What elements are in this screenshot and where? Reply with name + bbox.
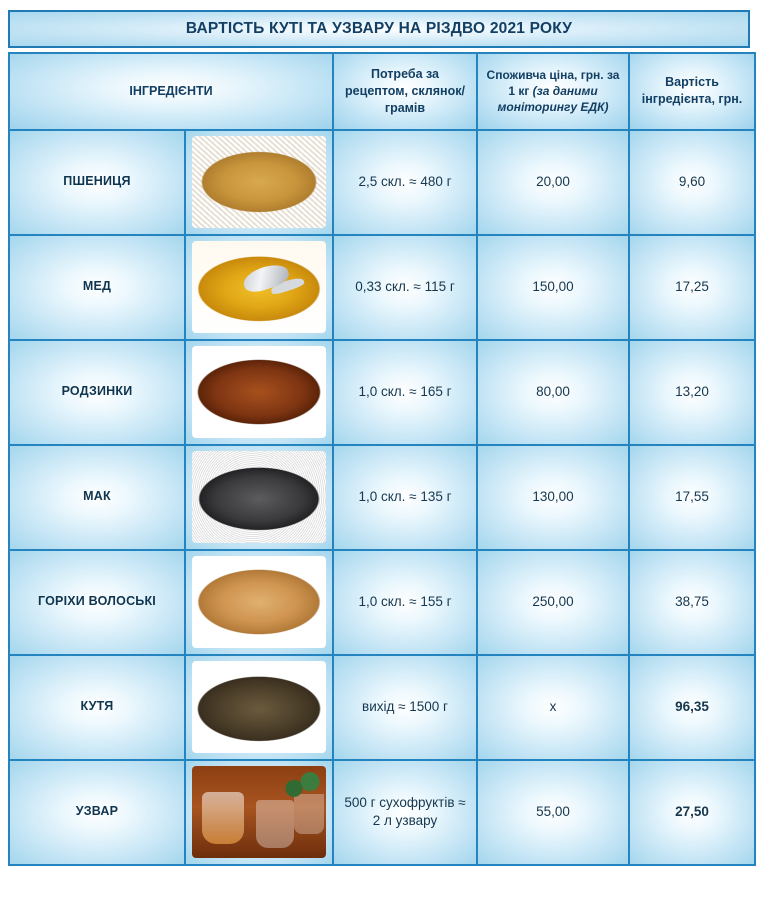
table-row [9,340,755,445]
need-cell [333,760,477,865]
photo-wrapper [186,556,332,648]
need-value: 1,0 скл. ≈ 135 г [358,489,452,505]
need-value: 1,0 скл. ≈ 165 г [358,384,452,400]
raisins-photo [192,346,326,438]
photo-wrapper [186,241,332,333]
photo-wrapper [186,766,332,858]
column-header-cost-label: Вартість інгредієнта, грн. [641,75,743,107]
ingredient-name: КУТЯ [80,699,114,714]
need-value: 500 г сухофруктів ≈ 2 л узвару [344,794,466,829]
need-value: 2,5 скл. ≈ 480 г [358,174,452,190]
price-cell [477,655,629,760]
column-header-price-line2: за 1 кг [508,68,620,99]
honey-photo [192,241,326,333]
ingredient-photo-cell [185,655,333,760]
ingredient-name-cell [9,445,185,550]
ingredient-name: МЕД [82,279,112,294]
price-value: 55,00 [536,804,570,820]
column-header-cost [629,53,755,130]
need-cell [333,445,477,550]
price-cell [477,130,629,235]
cost-cell [629,130,755,235]
column-header-ingredient [9,53,333,130]
page-title: ВАРТІСТЬ КУТІ ТА УЗВАРУ НА РІЗДВО 2021 РОКУ [185,20,573,37]
ingredient-photo-cell [185,340,333,445]
cost-value: 13,20 [675,384,709,400]
photo-wrapper [186,136,332,228]
ingredient-name-cell [9,130,185,235]
column-header-ingredient-label: ІНГРЕДІЄНТИ [129,83,213,98]
price-cell [477,550,629,655]
kutia-photo [192,661,326,753]
table-header-row [9,53,755,130]
table-row [9,550,755,655]
cost-value: 96,35 [675,699,709,715]
column-header-price-line3: (за даними моніторингу ЕДК) [497,84,609,115]
price-value: 150,00 [532,279,574,295]
ingredient-name: ПШЕНИЦЯ [63,174,131,189]
table-row [9,655,755,760]
price-value: 250,00 [532,594,574,610]
cost-cell [629,340,755,445]
photo-wrapper [186,451,332,543]
ingredient-name-cell [9,550,185,655]
cost-cell [629,445,755,550]
cost-cell [629,760,755,865]
column-header-need [333,53,477,130]
need-cell [333,550,477,655]
ingredient-name: ГОРІХИ ВОЛОСЬКІ [38,594,156,609]
price-cell [477,235,629,340]
price-value: 80,00 [536,384,570,400]
ingredient-name-cell [9,655,185,760]
ingredient-name: УЗВАР [75,804,119,819]
ingredient-photo-cell [185,760,333,865]
cost-table [8,52,756,866]
wheat-photo [192,136,326,228]
ingredient-name-cell [9,235,185,340]
photo-wrapper [186,346,332,438]
cost-value: 9,60 [678,174,706,190]
photo-wrapper [186,661,332,753]
column-header-price-label [478,55,628,128]
table-row [9,130,755,235]
poppy-seeds-photo [192,451,326,543]
need-value: 0,33 скл. ≈ 115 г [355,279,455,295]
uzvar-photo [192,766,326,858]
column-header-price-line1: Споживча ціна, грн. [486,68,604,83]
column-header-price [477,53,629,130]
table-row [9,235,755,340]
table-body [9,130,755,865]
walnuts-photo [192,556,326,648]
cost-value: 38,75 [675,594,709,610]
need-cell [333,130,477,235]
price-cell [477,760,629,865]
table-row [9,445,755,550]
price-value: 20,00 [536,174,570,190]
ingredient-name-cell [9,340,185,445]
column-header-need-label: Потреба за рецептом, склянок/грамів [345,67,465,115]
ingredient-photo-cell [185,445,333,550]
cost-cell [629,550,755,655]
price-cell [477,445,629,550]
need-cell [333,655,477,760]
price-value: х [549,699,557,715]
cost-value: 17,25 [675,279,709,295]
cost-cell [629,235,755,340]
need-value: вихід ≈ 1500 г [362,699,448,715]
ingredient-name: РОДЗИНКИ [61,384,133,399]
need-value: 1,0 скл. ≈ 155 г [358,594,452,610]
ingredient-name-cell [9,760,185,865]
need-cell [333,235,477,340]
cost-value: 17,55 [675,489,709,505]
price-cell [477,340,629,445]
need-cell [333,340,477,445]
ingredient-photo-cell [185,130,333,235]
cost-value: 27,50 [675,804,709,820]
cost-cell [629,655,755,760]
table-header [9,53,755,130]
table-row [9,760,755,865]
document-title-bar [8,10,750,48]
ingredient-photo-cell [185,550,333,655]
price-value: 130,00 [532,489,574,505]
ingredient-name: МАК [83,489,111,504]
ingredient-photo-cell [185,235,333,340]
